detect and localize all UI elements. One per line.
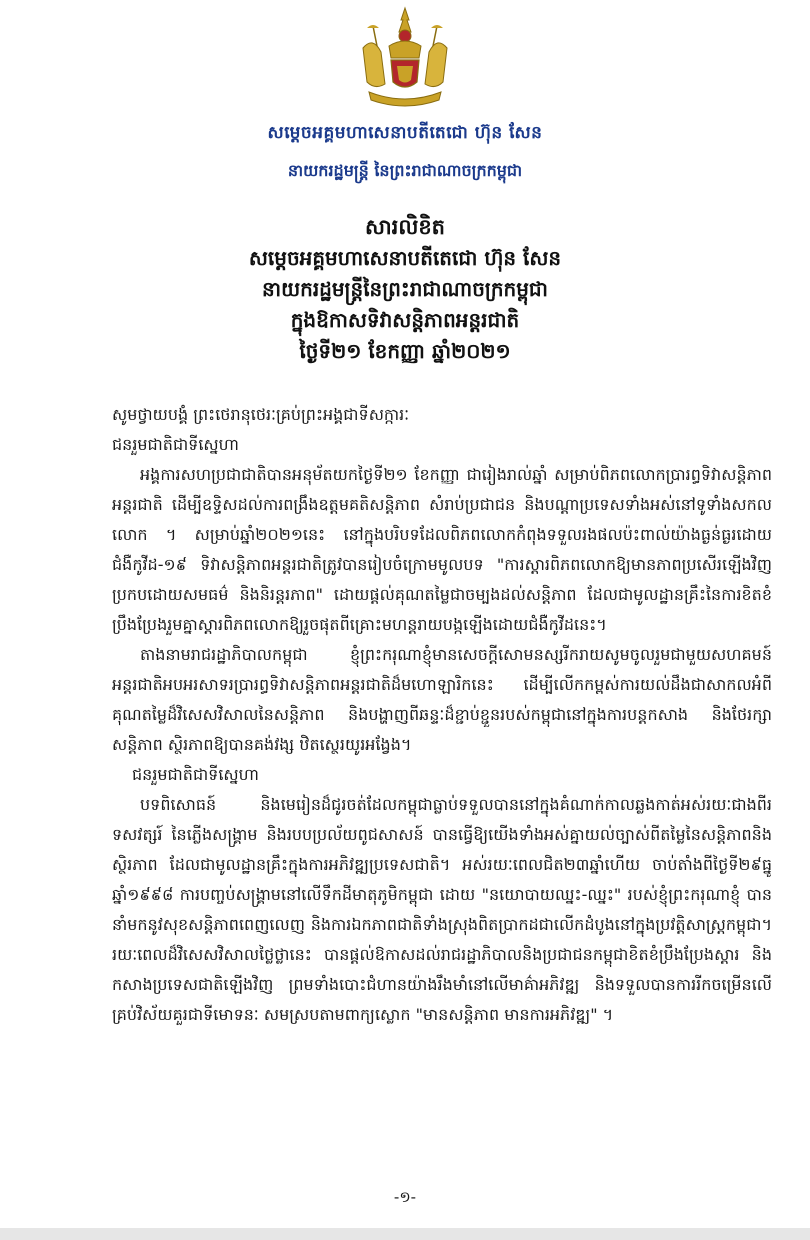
title-line: នាយករដ្ឋមន្ត្រីនៃព្រះរាជាណាចក្រកម្ពុជា xyxy=(262,277,548,301)
section-heading: ជនរួមជាតិជាទីស្នេហា xyxy=(132,765,259,784)
paragraph: អង្គការសហប្រជាជាតិបានអនុម័តយកថ្ងៃទី២១ ខែកញ្ញា ជារៀងរាល់ឆ្នាំ សម្រាប់ពិភពលោកប្រារព្ធទិវាសន្តិភាពអន្តរជាតិ ដើម្បីឧទ្ទិសដល់ការពង្រឹងឧត្តមគតិសន្តិភាព សំរាប់ប្រជាជន និងបណ្តាប្រទេសទាំងអស់នៅទូទាំងសកលលោក ។ សម្រាប់ឆ្នាំ២០២១នេះ នៅក្នុងបរិបទដែលពិភពលោកកំពុងទទួលរងផលប៉ះពាល់យ៉ាងធ្ងន់ធ្ងរដោយជំងឺកូវីដ-១៩ ទិវាសន្តិភាពអន្តរជាតិត្រូវបានរៀបចំក្រោមមូលបទ "ការស្តារពិភពលោកឱ្យមានភាពប្រសើរឡើងវិញប្រកបដោយសមធម៌ និងនិរន្តរភាព" ដោយផ្តល់គុណតម្លៃជាចម្បងដល់សន្តិភាព ដែលជាមូលដ្ឋានគ្រឹះនៃការខិតខំប្រឹងប្រែងរួមគ្នាស្តារពិភពលោកឱ្យរួចផុតពីគ្រោះមហន្តរាយបង្កឡើងដោយជំងឺកូវីដនេះ។ xyxy=(112,465,772,634)
header-author-name: សម្តេចអគ្គមហាសេនាបតីតេជោ ហ៊ុន សែន xyxy=(267,123,543,143)
salutation-monks: សូមថ្វាយបង្គំ ព្រះថេរានុថេរៈគ្រប់ព្រះអង្គជាទីសក្ការៈ xyxy=(112,405,410,424)
royal-coat-of-arms-emblem xyxy=(355,6,455,110)
page-edge xyxy=(0,1228,810,1240)
letter-body xyxy=(112,400,772,1030)
paragraph: តាងនាមរាជរដ្ឋាភិបាលកម្ពុជា ខ្ញុំព្រះករុណាខ្ញុំមានសេចក្តីសោមនស្សរីករាយសូមចូលរួមជាមួយសហគមន៍អន្តរជាតិអបអរសាទរប្រារព្ធទិវាសន្តិភាពអន្តរជាតិដ៏មហោឡារិកនេះ ដើម្បីលើកកម្ពស់ការយល់ដឹងជាសាកលអំពីគុណតម្លៃដ៏វិសេសវិសាលនៃសន្តិភាព និងបង្ហាញពីឆន្ទៈដ៏ខ្ជាប់ខ្ជួនរបស់កម្ពុជានៅក្នុងការបន្តកសាង និងថែរក្សាសន្តិភាព ស្ថិរភាពឱ្យបានគង់វង្ស ឋិតស្ថេរយូរអង្វែង។ xyxy=(112,645,772,754)
title-line: សារលិខិត xyxy=(365,215,445,239)
title-date-line: ថ្ងៃទី២១ ខែកញ្ញា ឆ្នាំ២០២១ xyxy=(299,339,511,363)
header-author-position: នាយករដ្ឋមន្ត្រី នៃព្រះរាជាណាចក្រកម្ពុជា xyxy=(287,161,523,180)
document-title xyxy=(0,212,810,367)
title-line: ក្នុងឱកាសទិវាសន្តិភាពអន្តរជាតិ xyxy=(290,308,520,332)
paragraph: បទពិសោធន៍ និងមេរៀនដ៏ជូរចត់ដែលកម្ពុជាធ្លាប់ទទួលបាននៅក្នុងគំណាក់កាលឆ្លងកាត់អស់រយៈជាងពីរទសវត្សរ៍ នៃភ្លើងសង្គ្រាម និងរបបប្រល័យពូជសាសន៍ បានធ្វើឱ្យយើងទាំងអស់គ្នាយល់ច្បាស់ពីតម្លៃនៃសន្តិភាពនិងស្ថិរភាព ដែលជាមូលដ្ឋានគ្រឹះក្នុងការអភិវឌ្ឍប្រទេសជាតិ។ អស់រយៈពេលជិត២៣ឆ្នាំហើយ ចាប់តាំងពីថ្ងៃទី២៩ធ្នូ ឆ្នាំ១៩៩៨ ការបញ្ចប់សង្គ្រាមនៅលើទឹកដីមាតុភូមិកម្ពុជា ដោយ "នយោបាយឈ្នះ-ឈ្នះ" របស់ខ្ញុំព្រះករុណាខ្ញុំ បាននាំមកនូវសុខសន្តិភាពពេញលេញ និងការឯកភាពជាតិទាំងស្រុងពិតប្រាកដជាលើកដំបូងនៅក្នុងប្រវត្តិសាស្ត្រកម្ពុជា។ រយៈពេលដ៏វិសេសវិសាលថ្លៃថ្លានេះ បានផ្តល់ឱកាសដល់រាជរដ្ឋាភិបាលនិងប្រជាជនកម្ពុជាខិតខំប្រឹងប្រែងស្តារ និងកសាងប្រទេសជាតិឡើងវិញ ព្រមទាំងបោះជំហានយ៉ាងរឹងមាំនៅលើមាគ៌ាអភិវឌ្ឍ និងទទួលបានការរីកចម្រើនលើគ្រប់វិស័យគួរជាទីមោទនៈ សមស្របតាមពាក្យស្លោក "មានសន្តិភាព មានការអភិវឌ្ឍ" ។ xyxy=(112,795,772,1024)
salutation-citizens: ជនរួមជាតិជាទីស្នេហា xyxy=(112,435,239,454)
title-line: សម្តេចអគ្គមហាសេនាបតីតេជោ ហ៊ុន សែន xyxy=(248,246,562,270)
page-number: -១- xyxy=(393,1188,417,1206)
